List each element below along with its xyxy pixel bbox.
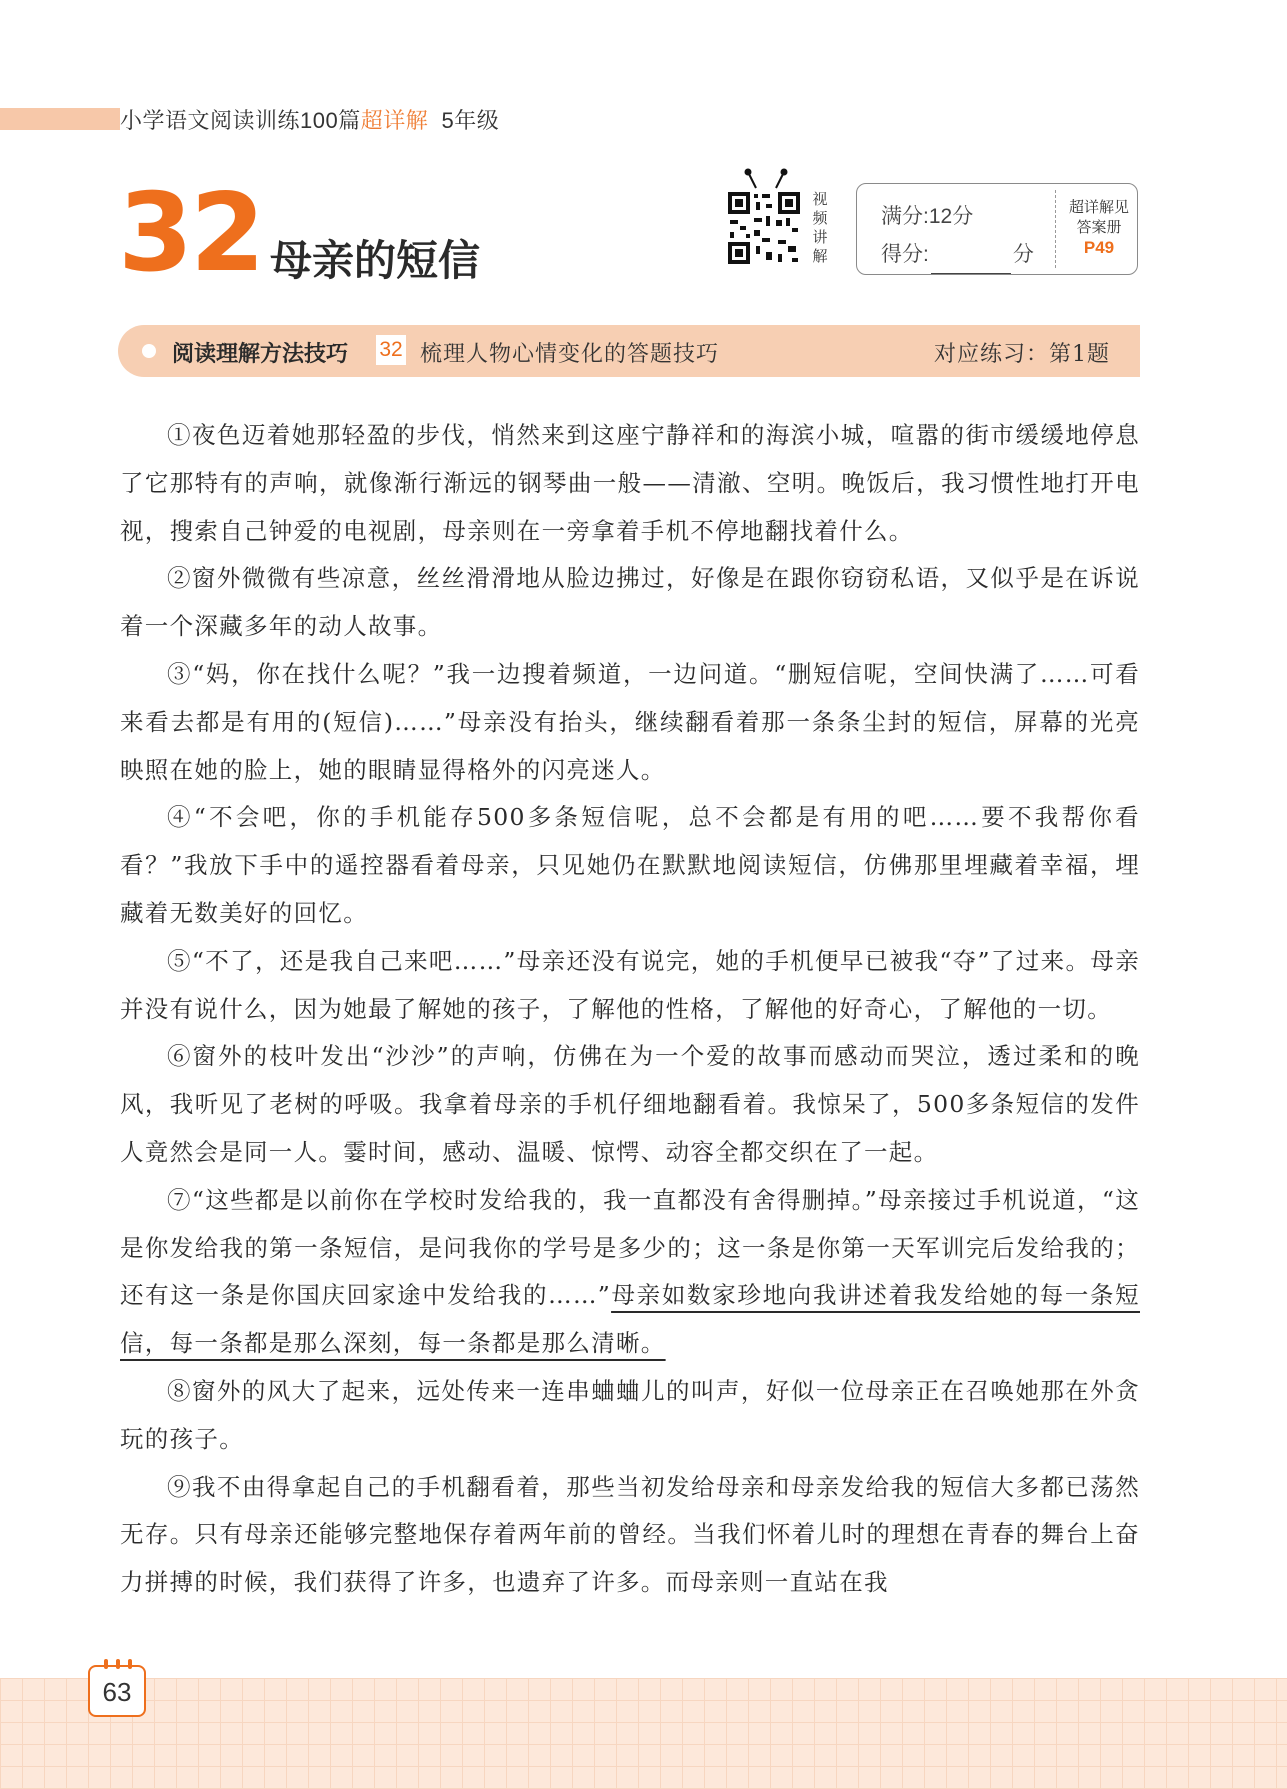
obtained-score-unit: 分 — [1012, 243, 1034, 266]
paragraph-1: ①夜色迈着她那轻盈的步伐，悄然来到这座宁静祥和的海滨小城，喧嚣的街市缓缓地停息了它那特有的声响，就像渐行渐远的钢琴曲一般——清澈、空明。晚饭后，我习惯性地打开电视，搜索自己钟爱的电视剧，母亲则在一旁拿着手机不停地翻找着什么。 — [120, 421, 1140, 545]
lesson-number: 32 — [118, 171, 263, 296]
book-title — [120, 104, 499, 135]
article-body — [120, 412, 1140, 1607]
score-box — [856, 183, 1138, 275]
practice-reference: 对应练习：第1题 — [934, 342, 1110, 367]
video-label-char: 视 — [812, 191, 828, 208]
paragraph-7-text: ⑦“这些都是以前你在学校时发给我的，我一直都没有舍得删掉。”母亲接过手机说道，“这是你发给我的第一条短信，是问我你的学号是多少的；这一条是你第一天军训完后发给我的；还有这一条是你国庆回家途中发给我的……” — [120, 1185, 1140, 1310]
answer-ref-line1: 超详解见 — [1068, 199, 1129, 216]
tv-antenna-icon — [742, 168, 790, 190]
obtained-score-row — [881, 236, 1034, 274]
method-number: 32 — [376, 335, 406, 365]
score-divider — [1055, 190, 1056, 268]
lesson-title: 母亲的短信 — [270, 236, 481, 285]
method-label: 阅读理解方法技巧 — [172, 341, 349, 366]
underlined-sentence: 母亲如数家珍地向我讲述着我发给她的每一条短信，每一条都是那么深刻，每一条都是那么清晰。 — [120, 1281, 1140, 1358]
answer-reference — [1061, 198, 1137, 258]
paragraph-2: ②窗外微微有些凉意，丝丝滑滑地从脸边拂过，好像是在跟你窃窃私语，又似乎是在诉说着一个深藏多年的动人故事。 — [120, 564, 1140, 641]
obtained-score-input[interactable] — [931, 253, 1011, 274]
paragraph-8: ⑧窗外的风大了起来，远处传来一连串蛐蛐儿的叫声，好似一位母亲正在召唤她那在外贪玩的孩子。 — [120, 1376, 1140, 1453]
score-fields — [881, 198, 1034, 274]
paragraph-4: ④“不会吧，你的手机能存500多条短信呢，总不会都是有用的吧……要不我帮你看看？”我放下手中的遥控器看着母亲，只见她仍在默默地阅读短信，仿佛那里埋藏着幸福，埋藏着无数美好的回忆。 — [120, 803, 1140, 927]
video-label-char: 频 — [812, 210, 828, 227]
paragraph-9: ⑨我不由得拿起自己的手机翻看着，那些当初发给母亲和母亲发给我的短信大多都已荡然无存。只有母亲还能够完整地保存着两年前的曾经。当我们怀着儿时的理想在青春的舞台上奋力拼搏的时候，我们获得了许多，也遗弃了许多。而母亲则一直站在我 — [120, 1472, 1140, 1597]
page-number-tab — [88, 1665, 146, 1717]
answer-ref-page: P49 — [1083, 238, 1115, 257]
method-tip-banner — [118, 325, 1140, 377]
header-accent-bar — [0, 108, 120, 130]
paragraph-3: ③“妈，你在找什么呢？”我一边搜着频道，一边问道。“删短信呢，空间快满了……可看来看去都是有用的(短信)……”母亲没有抬头，继续翻看着那一条条尘封的短信，屏幕的光亮映照在她的脸上，她的眼睛显得格外的闪亮迷人。 — [120, 659, 1140, 784]
page-number: 63 — [102, 1677, 132, 1707]
paragraph-5: ⑤“不了，还是我自己来吧……”母亲还没有说完，她的手机便早已被我“夺”了过来。母亲并没有说什么，因为她最了解她的孩子，了解他的性格，了解他的好奇心，了解他的一切。 — [120, 946, 1140, 1023]
method-topic: 梳理人物心情变化的答题技巧 — [420, 342, 720, 367]
qr-code-icon[interactable] — [726, 190, 802, 266]
paragraph-6: ⑥窗外的枝叶发出“沙沙”的声响，仿佛在为一个爱的故事而感动而哭泣，透过柔和的晚风，我听见了老树的呼吸。我拿着母亲的手机仔细地翻看着。我惊呆了，500多条短信的发件人竟然会是同一人。霎时间，感动、温暖、惊愕、动容全都交织在了一起。 — [120, 1042, 1140, 1166]
full-score: 满分:12分 — [881, 205, 974, 228]
book-title-text: 小学语文阅读训练100篇 — [120, 108, 361, 133]
footer-grid-background — [0, 1678, 1287, 1789]
answer-ref-line2: 答案册 — [1076, 219, 1122, 236]
grade-label: 5年级 — [441, 108, 500, 133]
video-explanation-label — [808, 190, 832, 266]
calendar-rings-icon — [100, 1659, 136, 1669]
paragraph-7 — [120, 1177, 1140, 1368]
video-label-char: 讲 — [812, 229, 828, 246]
bullet-dot-icon — [142, 344, 156, 358]
obtained-score-label: 得分: — [881, 243, 929, 266]
video-label-char: 解 — [812, 248, 828, 265]
book-title-accent: 超详解 — [360, 108, 429, 133]
